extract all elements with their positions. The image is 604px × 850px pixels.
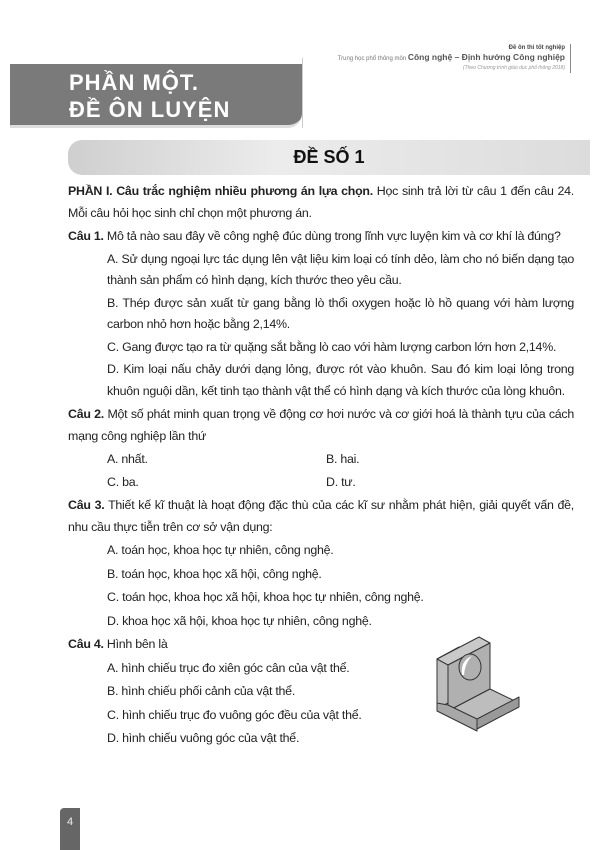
option: D. hình chiếu vuông góc của vật thể. bbox=[107, 731, 300, 745]
option: B. toán học, khoa học xã hội, công nghệ. bbox=[107, 566, 322, 581]
option: A. hình chiếu trục đo xiên góc cân của vật thể. bbox=[107, 660, 350, 675]
question-label: Câu 3. bbox=[68, 498, 105, 512]
option: C. toán học, khoa học xã hội, khoa học tự nhiên, công nghệ. bbox=[107, 590, 424, 604]
section-heading: PHẦN I. Câu trắc nghiệm nhiều phương án lựa chọn. bbox=[68, 184, 373, 198]
header-line-1: Đề ôn thi tốt nghiệp bbox=[508, 45, 565, 51]
option: A. Sử dụng ngoại lực tác dụng lên vật liệu kim loại có tính dẻo, làm cho nó biến dạng tạo thành sản phẩm có hình dạng, kích thước theo yêu cầu. bbox=[107, 251, 574, 287]
option: C. hình chiếu trục đo vuông góc đều của vật thể. bbox=[107, 707, 362, 722]
option: B. Thép được sản xuất từ gang bằng lò thổi oxygen hoặc lò hồ quang với hàm lượng carbon nhỏ hơn hoặc bằng 2,14%. bbox=[107, 295, 574, 331]
question-3 bbox=[68, 495, 574, 632]
header-prefix: Trung học phổ thông môn bbox=[337, 56, 408, 62]
question-2 bbox=[68, 404, 574, 493]
banner-line-2: ĐỀ ÔN LUYỆN bbox=[69, 97, 231, 122]
header-subject: Công nghệ – Định hướng Công nghiệp bbox=[407, 52, 565, 62]
header-line-3: (Theo Chương trình giáo dục phổ thông 2018) bbox=[462, 65, 565, 71]
option: B. hai. bbox=[326, 452, 360, 466]
l-bracket-figure bbox=[432, 633, 542, 733]
page-number: 4 bbox=[60, 808, 80, 850]
question-text: Mô tả nào sau đây về công nghệ đúc dùng trong lĩnh vực luyện kim và cơ khí là đúng? bbox=[103, 229, 561, 243]
part-banner bbox=[10, 64, 302, 128]
divider bbox=[302, 58, 303, 128]
option: D. Kim loại nấu chảy dưới dạng lỏng, được rót vào khuôn. Sau đó kim loại lỏng trong khuôn nguội dần, kết tinh tạo thành vật thể có hình dạng và kích thước của lòng khuôn. bbox=[107, 362, 574, 398]
question-text: Một số phát minh quan trọng về động cơ hơi nước và cơ giới hoá là thành tựu của cách mạng công nghiệp lần thứ bbox=[68, 407, 574, 443]
question-label: Câu 1. bbox=[68, 229, 104, 243]
option: B. hình chiếu phối cảnh của vật thể. bbox=[107, 684, 296, 698]
option: C. ba. bbox=[107, 474, 139, 489]
section-intro bbox=[68, 181, 574, 224]
running-header bbox=[338, 44, 571, 73]
section-instructions: Học sinh trả lời từ câu 1 đến câu 24. Mỗi câu hỏi học sinh chỉ chọn một phương án. bbox=[68, 184, 574, 220]
option: C. Gang được tạo ra từ quặng sắt bằng lò cao với hàm lượng carbon lớn hơn 2,14%. bbox=[107, 339, 557, 354]
question-text: Hình bên là bbox=[103, 637, 168, 651]
option: D. tư. bbox=[326, 474, 356, 489]
question-label: Câu 2. bbox=[68, 407, 104, 421]
option: A. toán học, khoa học tự nhiên, công nghệ. bbox=[107, 543, 334, 557]
exam-title: ĐỀ SỐ 1 bbox=[293, 147, 365, 167]
question-text: Thiết kế kĩ thuật là hoạt động đặc thù của các kĩ sư nhằm phát hiện, giải quyết vấn đề, nhu cầu thực tiễn trên cơ sở vận dụng: bbox=[68, 498, 574, 534]
question-1 bbox=[68, 226, 574, 402]
option: A. nhất. bbox=[107, 452, 148, 466]
question-label: Câu 4. bbox=[68, 637, 104, 651]
exam-title-ribbon bbox=[68, 140, 590, 175]
header-line-2 bbox=[338, 53, 565, 64]
banner-line-1: PHẦN MỘT. bbox=[69, 70, 199, 95]
option: D. khoa học xã hội, khoa học tự nhiên, công nghệ. bbox=[107, 613, 372, 628]
